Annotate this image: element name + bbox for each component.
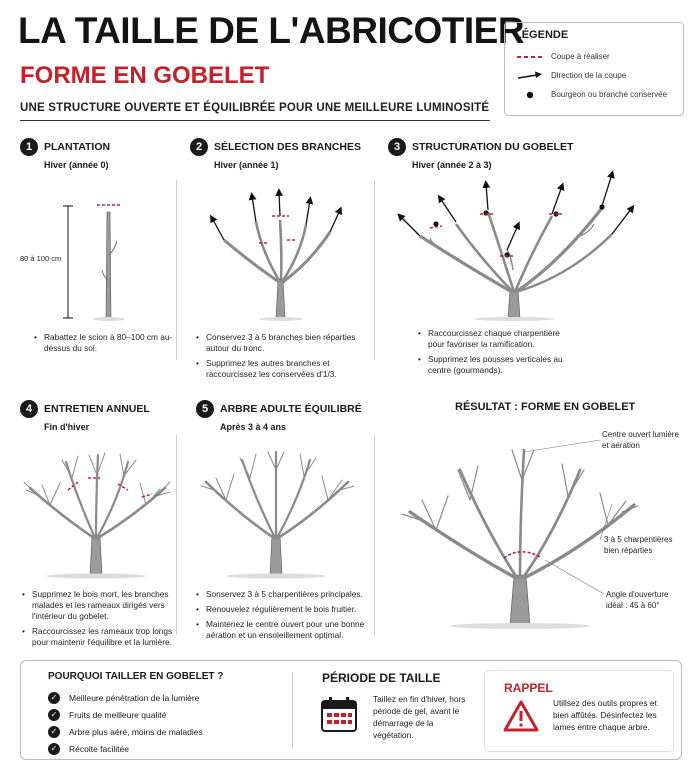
step-note: • Sonservez 3 à 5 charpentières principales. (196, 589, 371, 600)
tagline: UNE STRUCTURE OUVERTE ET ÉQUILIBRÉE POUR UNE MEILLEURE LUMINOSITÉ (20, 102, 490, 114)
rappel-title: RAPPEL (504, 681, 553, 695)
step-note: • Maintenez le centre ouvert pour une bonne aération et un ensoleillement optimal. (196, 619, 371, 641)
step-number-badge: 3 (388, 138, 406, 156)
step-note: • Supprimez les pousses verticales au centre (gourmands). (418, 354, 578, 376)
period-text: Taillez en fin d'hiver, hors période de gel, avant le démarrage de la végétation. (373, 694, 466, 740)
step-subtitle: Hiver (année 2 à 3) (412, 160, 492, 170)
why-item-label: Meilleure pénétration de la lumière (69, 692, 200, 703)
step-note: • Supprimez les autres branches et raccourcissez les conservées d'1/3. (196, 358, 366, 380)
step-note: • Renouvelez régulièrement le bois fruitier. (196, 604, 371, 615)
why-title: POURQUOI TAILLER EN GOBELET ? (48, 671, 224, 682)
legend-title: LÉGENDE (515, 29, 569, 41)
step-subtitle: Hiver (année 1) (214, 160, 279, 170)
list-item (48, 740, 203, 757)
step-note: • Raccourcissez chaque charpentière pour favoriser la ramification. (418, 328, 578, 350)
calendar-icon (320, 696, 358, 734)
warning-icon (503, 700, 539, 732)
annotation-angle: Angle d'ouverture idéal : 45 à 60° (606, 590, 669, 610)
step-subtitle: Hiver (année 0) (44, 160, 109, 170)
step-subtitle: Après 3 à 4 ans (220, 422, 287, 432)
step-note: • Rabattez le scion à 80–100 cm au-dessus du sol. (34, 332, 174, 354)
annotation-branches: 3 à 5 charpentières bien réparties (604, 535, 673, 555)
step-subtitle: Fin d'hiver (44, 422, 90, 432)
step-title: ARBRE ADULTE ÉQUILIBRÉ (220, 403, 362, 415)
rappel-text: Utillsez des outils propres et bien affûtés. Désinfectez les lames entre chaque arbre. (553, 698, 657, 732)
step-number-badge: 1 (20, 138, 38, 156)
check-icon: ✓ (48, 709, 60, 721)
annotation-center: Centre ouvert lumière et aération (602, 430, 679, 450)
page-title: LA TAILLE DE L'ABRICOTIER (18, 10, 525, 51)
list-item (48, 706, 203, 723)
step-title: ENTRETIEN ANNUEL (44, 403, 150, 415)
why-list (48, 689, 203, 757)
result-title: RÉSULTAT : FORME EN GOBELET (455, 401, 636, 413)
legend-label: Coupe à réaliser (551, 52, 610, 61)
bottom-divider (292, 672, 293, 748)
legend-label: Bourgeon ou branche conservée (551, 90, 668, 99)
check-icon: ✓ (48, 692, 60, 704)
why-item-label: Arbre plus aéré, moins de maladies (69, 726, 203, 737)
why-item-label: Récolte facilitée (69, 743, 130, 754)
step-title: SÉLECTION DES BRANCHES (214, 141, 362, 153)
step-number-badge: 2 (190, 138, 208, 156)
step-note: • Raccourcissez les rameaux trop longs pour maintenir l'équilibre et la lumière. (22, 626, 182, 648)
list-item (48, 689, 203, 706)
step-note: • Supprimez le bois mort, les branches malades et les rameaux dirigés vers l'intérieur du gobelet. (22, 589, 182, 622)
list-item (48, 723, 203, 740)
check-icon: ✓ (48, 743, 60, 755)
step-title: PLANTATION (44, 141, 111, 153)
legend-label: Direction de la coupe (551, 71, 627, 80)
page-subtitle: FORME EN GOBELET (20, 62, 270, 89)
step-number-badge: 4 (20, 400, 38, 418)
height-measure-label: 80 à 100 cm (20, 254, 62, 263)
step-title: STRUCTURATION DU GOBELET (412, 141, 574, 153)
step-number-badge: 5 (196, 400, 214, 418)
why-item-label: Fruits de meilleure qualité (69, 709, 167, 720)
period-title: PÉRIODE DE TAILLE (322, 671, 441, 685)
step-note: • Conservez 3 à 5 branches bien réparties autour du tronc. (196, 332, 366, 354)
check-icon: ✓ (48, 726, 60, 738)
